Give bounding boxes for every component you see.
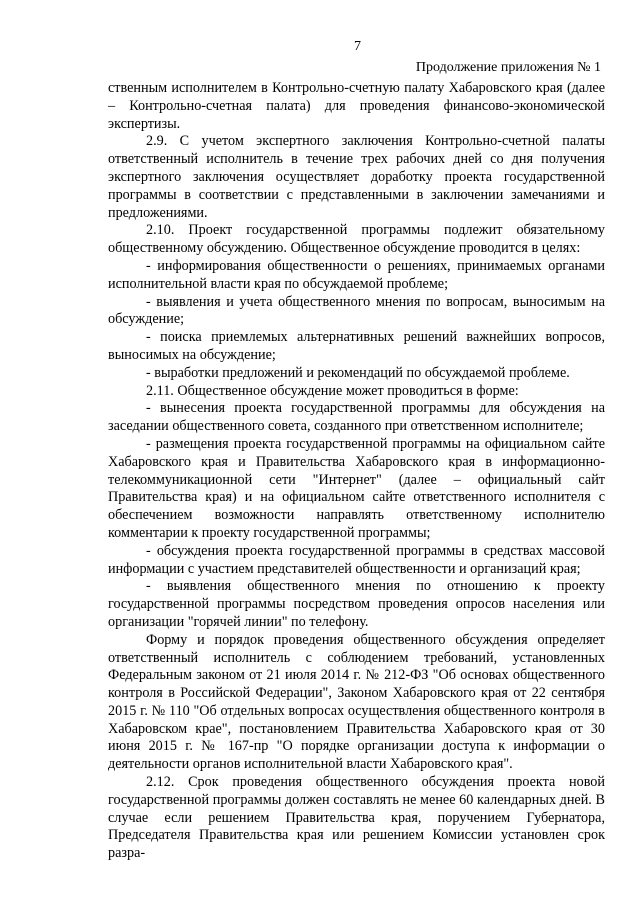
list-item: - выявления и учета общественного мнения по вопросам, выносимым на обсуждение; [108, 293, 605, 328]
list-item: - обсуждения проекта государственной программы в средствах массовой информации с участием представителей общественности и организаций края; [108, 542, 605, 577]
document-body [108, 80, 605, 863]
list-item: - выработки предложений и рекомендаций по обсуждаемой проблеме. [146, 364, 570, 381]
paragraph: Форму и порядок проведения общественного обсуждения определяет ответственный исполнитель с соблюдением требований, установленных Федеральным законом от 21 июля 2014 г. № 212-ФЗ "Об основах общественного контроля в Российской Федерации", Законом Хабаровского края от 22 сентября 2015 г. № 110 "Об отдельных вопросах осуществления общественного контроля в Хабаровском крае", постановлением Правительства Хабаровского края от 30 июня 2015 г. № 167-пр "О порядке организации доступа к информации о деятельности органов исполнительной власти Хабаровского края". [108, 631, 605, 773]
list-item: - вынесения проекта государственной программы для обсуждения на заседании общественного совета, созданного при ответственном исполнителе; [108, 400, 605, 435]
list-item: - информирования общественности о решениях, принимаемых органами исполнительной власти края по обсуждаемой проблеме; [108, 257, 605, 292]
paragraph: 2.12. Срок проведения общественного обсуждения проекта новой государственной программы должен составлять не менее 60 календарных дней. В случае если решением Правительства края, поручением Губернатора, Председателя Правительства края или решением Комиссии установлен срок разра- [108, 774, 605, 862]
list-item: - размещения проекта государственной программы на официальном сайте Хабаровского края и Правительства Хабаровского края в информационно-телекоммуникационной сети "Интернет" (далее – официальный сайт Правительства края) и на официальном сайте ответственного исполнителя с обеспечением возможности направлять ответственному исполнителю комментарии к проекту государственной программы; [108, 435, 605, 541]
paragraph: 2.10. Проект государственной программы подлежит обязательному общественному обсуждению. Общественное обсуждение проводится в целях: [108, 222, 605, 257]
paragraph: 2.11. Общественное обсуждение может проводиться в форме: [146, 382, 519, 399]
paragraph: 2.9. С учетом экспертного заключения Контрольно-счетной палаты ответственный исполнитель в течение трех рабочих дней со дня получения экспертного заключения осуществляет доработку проекта государственной программы в соответствии с представленными в заключении замечаниями и предложениями. [108, 133, 605, 221]
page-number: 7 [354, 39, 361, 54]
paragraph: ственным исполнителем в Контрольно-счетную палату Хабаровского края (далее – Контрольно-счетная палата) для проведения финансово-экономической экспертизы. [108, 80, 605, 132]
list-item: - поиска приемлемых альтернативных решений важнейших вопросов, выносимых на обсуждение; [108, 329, 605, 363]
appendix-continuation-note: Продолжение приложения № 1 [415, 60, 601, 75]
list-item: - выявления общественного мнения по отношению к проекту государственной программы посредством проведения опросов населения или организации "горячей линии" по телефону. [108, 578, 605, 630]
